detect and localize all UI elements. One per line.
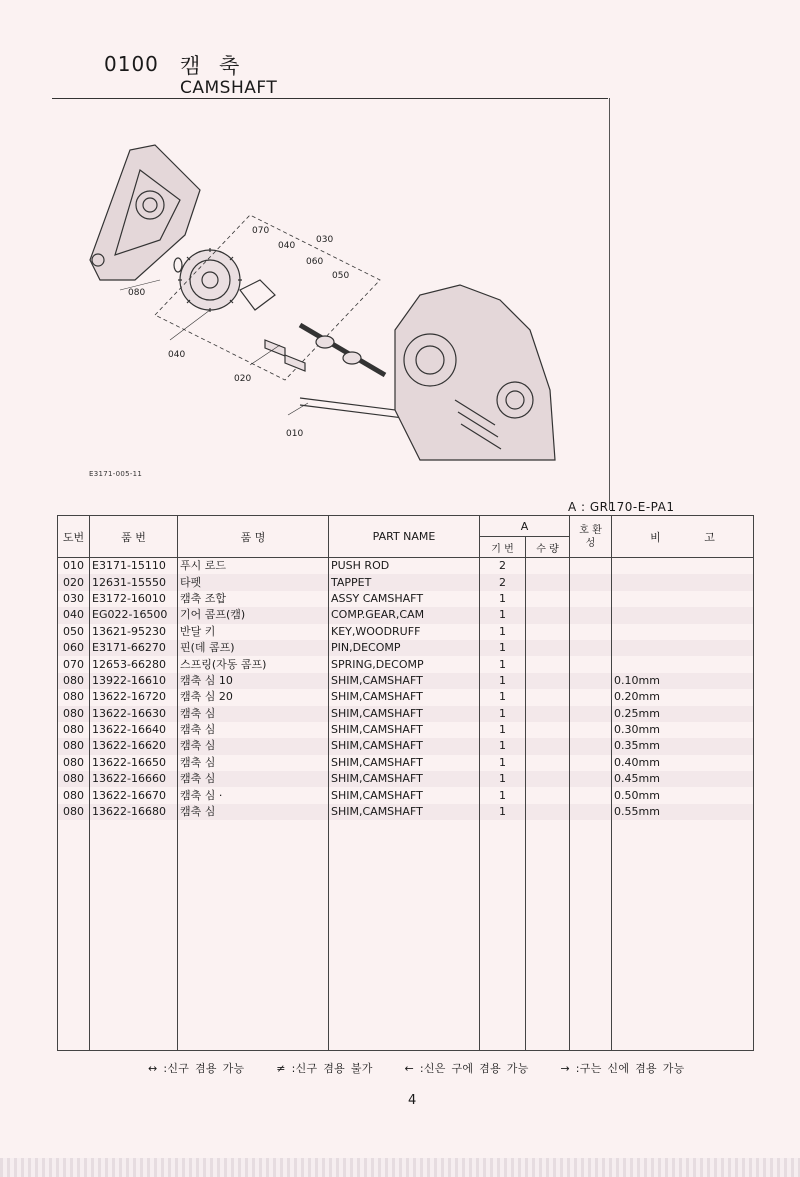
- cell-qty: [526, 722, 570, 738]
- cell-part-name: SHIM,CAMSHAFT: [329, 755, 480, 771]
- cell-qty: [526, 656, 570, 672]
- cell-model-qty: 1: [480, 673, 526, 689]
- cell-part-no: E3172-16010: [90, 591, 178, 607]
- cell-part-no: E3171-66270: [90, 640, 178, 656]
- table-row: [58, 656, 754, 672]
- cell-qty: [526, 591, 570, 607]
- table-row: [58, 607, 754, 623]
- cell-interchange: [570, 689, 612, 705]
- cell-part-name: ASSY CAMSHAFT: [329, 591, 480, 607]
- cell-remark: [612, 607, 754, 623]
- cell-name-ko: 반달 키: [178, 624, 329, 640]
- cell-name-ko: 캠축 심 ·: [178, 787, 329, 803]
- table-row: [58, 673, 754, 689]
- cell-qty: [526, 574, 570, 590]
- table-row: [58, 558, 754, 575]
- table-row: [58, 722, 754, 738]
- cell-model-qty: 2: [480, 558, 526, 575]
- cell-part-name: SPRING,DECOMP: [329, 656, 480, 672]
- margin-rule: [609, 98, 610, 510]
- cell-qty: [526, 755, 570, 771]
- table-row: [58, 624, 754, 640]
- table-row: [58, 804, 754, 820]
- cell-model-qty: 1: [480, 656, 526, 672]
- col-header-part-name: PART NAME: [329, 516, 480, 558]
- cell-model-qty: 1: [480, 689, 526, 705]
- cell-qty: [526, 689, 570, 705]
- cell-qty: [526, 558, 570, 575]
- page-title-korean: 캠 축: [180, 54, 246, 78]
- col-header-model-no: 기 번: [480, 537, 526, 558]
- cell-ref: 070: [58, 656, 90, 672]
- legend-not-interchangeable: ≠ :신구 겸용 불가: [276, 1062, 373, 1075]
- model-designation: A : GR170-E-PA1: [568, 500, 675, 514]
- cell-model-qty: 1: [480, 607, 526, 623]
- table-row: [58, 755, 754, 771]
- cell-name-ko: 캠축 심: [178, 804, 329, 820]
- cell-name-ko: 스프링(자동 콤프): [178, 656, 329, 672]
- cell-part-no: 12631-15550: [90, 574, 178, 590]
- cell-interchange: [570, 574, 612, 590]
- cell-model-qty: 1: [480, 771, 526, 787]
- callout-020: 020: [234, 374, 252, 384]
- cell-ref: 080: [58, 738, 90, 754]
- callout-040-bottom: 040: [168, 350, 186, 360]
- cell-qty: [526, 640, 570, 656]
- exploded-parts-diagram: [60, 130, 560, 475]
- cell-remark: [612, 624, 754, 640]
- cell-ref: 080: [58, 755, 90, 771]
- cell-remark: 0.10mm: [612, 673, 754, 689]
- cell-name-ko: 캠축 심 10: [178, 673, 329, 689]
- cell-ref: 010: [58, 558, 90, 575]
- cell-part-name: TAPPET: [329, 574, 480, 590]
- cell-part-no: 12653-66280: [90, 656, 178, 672]
- cell-model-qty: 1: [480, 640, 526, 656]
- cell-remark: 0.55mm: [612, 804, 754, 820]
- cell-name-ko: 기어 콤프(캠): [178, 607, 329, 623]
- cell-interchange: [570, 755, 612, 771]
- parts-list-table: [57, 515, 754, 1051]
- table-row: [58, 689, 754, 705]
- table-row: [58, 706, 754, 722]
- cell-interchange: [570, 738, 612, 754]
- cell-ref: 040: [58, 607, 90, 623]
- cell-interchange: [570, 722, 612, 738]
- cell-name-ko: 캠축 심: [178, 722, 329, 738]
- cell-interchange: [570, 656, 612, 672]
- cell-interchange: [570, 673, 612, 689]
- cell-model-qty: 1: [480, 755, 526, 771]
- cell-part-no: 13622-16620: [90, 738, 178, 754]
- cell-remark: 0.25mm: [612, 706, 754, 722]
- table-row: [58, 591, 754, 607]
- cell-model-qty: 1: [480, 804, 526, 820]
- cell-part-name: SHIM,CAMSHAFT: [329, 787, 480, 803]
- cell-model-qty: 1: [480, 787, 526, 803]
- cell-part-no: 13622-16680: [90, 804, 178, 820]
- cell-qty: [526, 706, 570, 722]
- cell-qty: [526, 624, 570, 640]
- cell-ref: 080: [58, 787, 90, 803]
- table-row: [58, 771, 754, 787]
- cell-model-qty: 1: [480, 722, 526, 738]
- cell-ref: 080: [58, 689, 90, 705]
- cell-name-ko: 캠축 심: [178, 706, 329, 722]
- cell-part-no: 13622-16640: [90, 722, 178, 738]
- cell-part-name: SHIM,CAMSHAFT: [329, 738, 480, 754]
- cell-name-ko: 캠축 심: [178, 755, 329, 771]
- col-header-part-no: 품 번: [90, 516, 178, 558]
- table-filler-row: [58, 820, 754, 1051]
- cell-part-no: 13621-95230: [90, 624, 178, 640]
- cell-remark: [612, 558, 754, 575]
- cell-remark: [612, 656, 754, 672]
- cell-part-name: PUSH ROD: [329, 558, 480, 575]
- cell-remark: 0.30mm: [612, 722, 754, 738]
- legend-old-to-new: → :구는 신에 겸용 가능: [560, 1062, 685, 1075]
- cell-ref: 080: [58, 771, 90, 787]
- cell-interchange: [570, 706, 612, 722]
- cell-interchange: [570, 591, 612, 607]
- cell-model-qty: 1: [480, 706, 526, 722]
- cell-remark: 0.20mm: [612, 689, 754, 705]
- cell-ref: 080: [58, 706, 90, 722]
- cell-interchange: [570, 640, 612, 656]
- cell-part-name: KEY,WOODRUFF: [329, 624, 480, 640]
- table-row: [58, 738, 754, 754]
- callout-050: 050: [332, 271, 350, 281]
- col-header-qty: 수 량: [526, 537, 570, 558]
- cell-qty: [526, 787, 570, 803]
- col-header-interchange: 호 환 성: [570, 516, 612, 558]
- cell-ref: 080: [58, 722, 90, 738]
- cell-interchange: [570, 607, 612, 623]
- cell-ref: 080: [58, 804, 90, 820]
- cell-ref: 030: [58, 591, 90, 607]
- cell-remark: 0.35mm: [612, 738, 754, 754]
- cell-qty: [526, 673, 570, 689]
- cell-part-name: COMP.GEAR,CAM: [329, 607, 480, 623]
- cell-part-name: SHIM,CAMSHAFT: [329, 804, 480, 820]
- cell-remark: [612, 640, 754, 656]
- cell-qty: [526, 607, 570, 623]
- cell-part-name: PIN,DECOMP: [329, 640, 480, 656]
- cell-interchange: [570, 804, 612, 820]
- cell-ref: 060: [58, 640, 90, 656]
- cell-part-no: 13622-16650: [90, 755, 178, 771]
- scan-edge: [0, 1158, 800, 1177]
- cell-part-name: SHIM,CAMSHAFT: [329, 771, 480, 787]
- callout-030: 030: [316, 235, 334, 245]
- cell-interchange: [570, 771, 612, 787]
- cell-qty: [526, 804, 570, 820]
- col-header-remarks: 비 고: [612, 516, 754, 558]
- cell-remark: 0.40mm: [612, 755, 754, 771]
- col-header-ref: 도번: [58, 516, 90, 558]
- cell-name-ko: 캠축 조합: [178, 591, 329, 607]
- cell-name-ko: 캠축 심: [178, 738, 329, 754]
- legend: [148, 1060, 711, 1076]
- cell-remark: 0.50mm: [612, 787, 754, 803]
- col-header-group-a: A: [480, 516, 570, 537]
- cell-part-no: 13922-16610: [90, 673, 178, 689]
- cell-part-name: SHIM,CAMSHAFT: [329, 689, 480, 705]
- cell-qty: [526, 771, 570, 787]
- section-code: 0100: [104, 52, 159, 76]
- cell-remark: 0.45mm: [612, 771, 754, 787]
- cell-model-qty: 1: [480, 738, 526, 754]
- cell-ref: 080: [58, 673, 90, 689]
- cell-part-name: SHIM,CAMSHAFT: [329, 706, 480, 722]
- cell-name-ko: 캠축 심 20: [178, 689, 329, 705]
- callout-060: 060: [306, 257, 324, 267]
- cell-ref: 020: [58, 574, 90, 590]
- callout-080: 080: [128, 288, 146, 298]
- page-number: 4: [408, 1093, 417, 1108]
- table-row: [58, 787, 754, 803]
- legend-new-to-old: ← :신은 구에 겸용 가능: [404, 1062, 529, 1075]
- cell-part-no: EG022-16500: [90, 607, 178, 623]
- callout-040-top: 040: [278, 241, 296, 251]
- cell-part-name: SHIM,CAMSHAFT: [329, 722, 480, 738]
- cell-interchange: [570, 624, 612, 640]
- cell-qty: [526, 738, 570, 754]
- cell-interchange: [570, 787, 612, 803]
- cell-model-qty: 1: [480, 624, 526, 640]
- cell-part-name: SHIM,CAMSHAFT: [329, 673, 480, 689]
- cell-name-ko: 캠축 심: [178, 771, 329, 787]
- cell-interchange: [570, 558, 612, 575]
- col-header-name-ko: 품 명: [178, 516, 329, 558]
- cell-name-ko: 타펫: [178, 574, 329, 590]
- cell-name-ko: 푸시 로드: [178, 558, 329, 575]
- cell-part-no: E3171-15110: [90, 558, 178, 575]
- table-row: [58, 574, 754, 590]
- cell-model-qty: 2: [480, 574, 526, 590]
- figure-code: E3171-005-11: [89, 470, 143, 478]
- cell-part-no: 13622-16630: [90, 706, 178, 722]
- cell-remark: [612, 574, 754, 590]
- cell-remark: [612, 591, 754, 607]
- cell-part-no: 13622-16670: [90, 787, 178, 803]
- table-row: [58, 640, 754, 656]
- header-rule: [52, 98, 608, 99]
- cell-ref: 050: [58, 624, 90, 640]
- callout-010: 010: [286, 429, 304, 439]
- cell-model-qty: 1: [480, 591, 526, 607]
- callout-070: 070: [252, 226, 270, 236]
- cell-part-no: 13622-16660: [90, 771, 178, 787]
- page-title-english: CAMSHAFT: [180, 78, 278, 98]
- cell-name-ko: 핀(데 콤프): [178, 640, 329, 656]
- cell-part-no: 13622-16720: [90, 689, 178, 705]
- legend-interchangeable: ↔ :신구 겸용 가능: [148, 1062, 245, 1075]
